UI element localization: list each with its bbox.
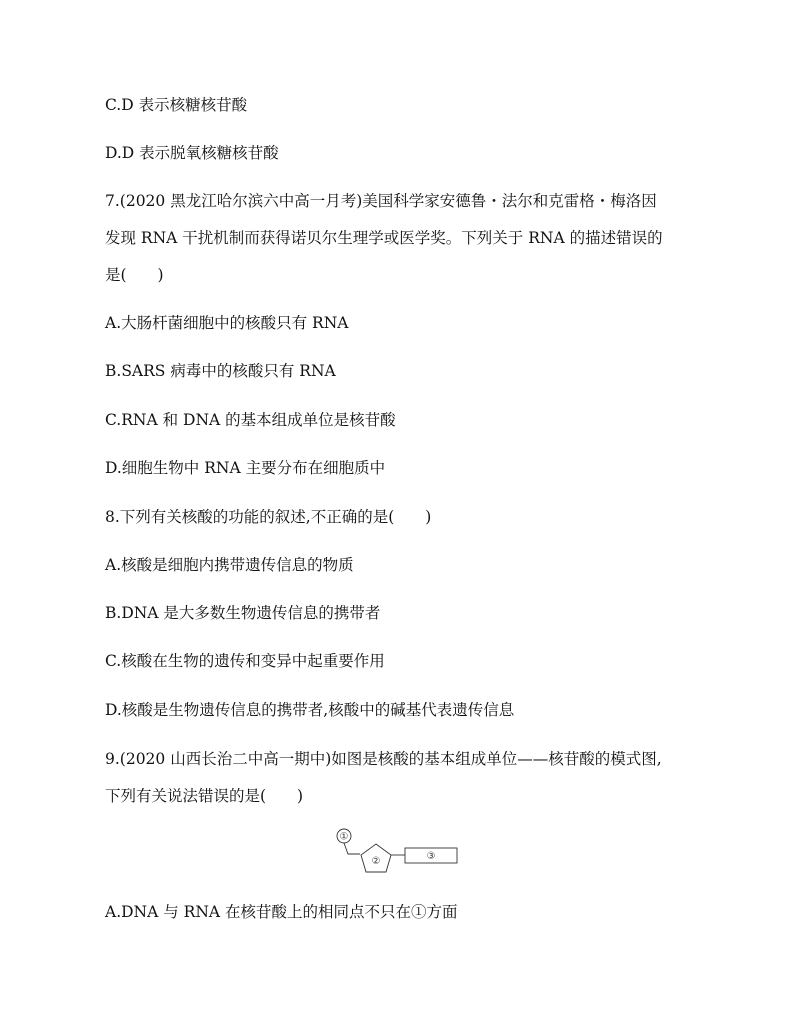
option-8c: C.核酸在生物的遗传和变异中起重要作用	[105, 652, 385, 670]
option-8d: D.核酸是生物遗传信息的携带者,核酸中的碱基代表遗传信息	[105, 701, 515, 719]
question-8-stem: 8.下列有关核酸的功能的叙述,不正确的是( )	[105, 508, 432, 526]
phosphate-label: ①	[339, 831, 349, 843]
question-9-stem-line-1: 9.(2020 山西长治二中高一期中)如图是核酸的基本组成单位——核苷酸的模式图,	[105, 750, 662, 768]
option-6d: D.D 表示脱氧核糖核苷酸	[105, 144, 279, 162]
option-9a: A.DNA 与 RNA 在核苷酸上的相同点不只在①方面	[105, 903, 458, 921]
option-8a: A.核酸是细胞内携带遗传信息的物质	[105, 556, 354, 574]
option-8b: B.DNA 是大多数生物遗传信息的携带者	[105, 604, 381, 622]
question-9-stem-line-2: 下列有关说法错误的是( )	[105, 787, 304, 805]
option-7c: C.RNA 和 DNA 的基本组成单位是核苷酸	[105, 411, 396, 429]
phosphate-link	[344, 843, 360, 854]
option-7a: A.大肠杆菌细胞中的核酸只有 RNA	[105, 314, 349, 332]
option-7b: B.SARS 病毒中的核酸只有 RNA	[105, 362, 336, 380]
question-7-stem-line-2: 发现 RNA 干扰机制而获得诺贝尔生理学或医学奖。下列关于 RNA 的描述错误的	[105, 229, 663, 247]
option-6c: C.D 表示核糖核苷酸	[105, 96, 248, 114]
pentose-label: ②	[371, 856, 381, 867]
question-7-stem-line-1: 7.(2020 黑龙江哈尔滨六中高一月考)美国科学家安德鲁・法尔和克雷格・梅洛因	[105, 192, 657, 210]
base-label: ③	[426, 851, 436, 862]
option-7d: D.细胞生物中 RNA 主要分布在细胞质中	[105, 459, 386, 477]
nucleotide-diagram	[330, 824, 466, 874]
question-7-stem-line-3: 是( )	[105, 266, 164, 284]
